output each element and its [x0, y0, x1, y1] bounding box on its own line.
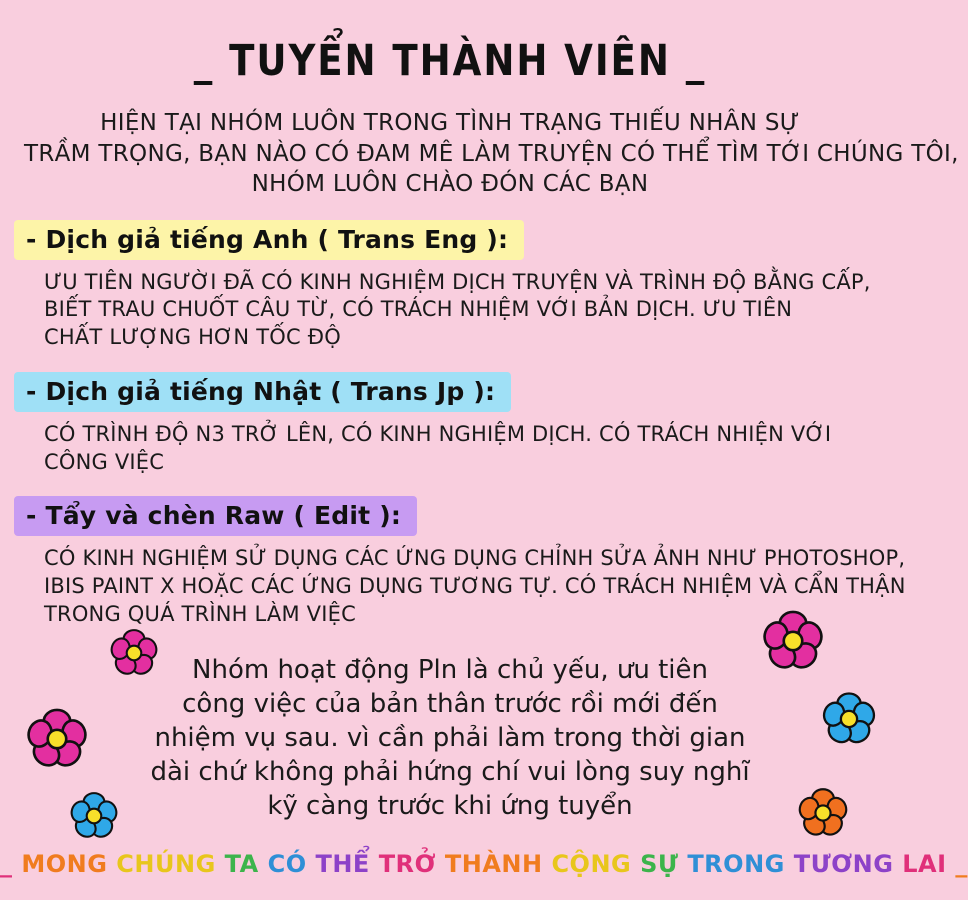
section-trans-eng [0, 220, 900, 352]
note-line: nhiệm vụ sau. vì cần phải làm trong thời gian [154, 723, 746, 754]
closing-note [0, 654, 900, 823]
flower-icon [820, 690, 878, 748]
banner-space [947, 850, 956, 878]
section-heading-trans-eng: - Dịch giả tiếng Anh ( Trans Eng ): [14, 220, 524, 260]
note-line: công việc của bản thân trước rồi mới đến [182, 689, 718, 720]
section-body-line: CÓ TRÌNH ĐỘ N3 TRỞ LÊN, CÓ KINH NGHIỆM DỊCH. CÓ TRÁCH NHIỆN VỚI [44, 421, 832, 446]
page-title: _ TUYỂN THÀNH VIÊN _ [193, 36, 707, 86]
note-line: Nhóm hoạt động Pln là chủ yếu, ưu tiên [192, 655, 708, 686]
banner-word: CÓ [267, 850, 307, 878]
section-body-line: ƯU TIÊN NGƯỜI ĐÃ CÓ KINH NGHIỆM DỊCH TRUYỆN VÀ TRÌNH ĐỘ BẰNG CẤP, [44, 269, 871, 294]
section-heading-trans-jp: - Dịch giả tiếng Nhật ( Trans Jp ): [14, 372, 511, 412]
banner-space [543, 850, 552, 878]
banner-space [785, 850, 794, 878]
intro-line-3: NHÓM LUÔN CHÀO ĐÓN CÁC BẠN [251, 171, 649, 198]
banner-space [370, 850, 379, 878]
banner-space [307, 850, 316, 878]
intro-line-1: HIỆN TẠI NHÓM LUÔN TRONG TÌNH TRẠNG THIẾU NHÂN SỰ [100, 110, 800, 136]
banner-space [259, 850, 268, 878]
section-heading-edit: - Tẩy và chèn Raw ( Edit ): [14, 496, 417, 536]
banner-word: CHÚNG [116, 850, 216, 878]
section-body-trans-eng [14, 269, 886, 352]
banner-space [436, 850, 445, 878]
section-body-line: IBIS PAINT X HOẶC CÁC ỨNG DỤNG TƯƠNG TỰ. CÓ TRÁCH NHIỆM VÀ CẨN THẬN [44, 574, 906, 599]
section-body-line: CÔNG VIỆC [44, 449, 165, 474]
banner-space [631, 850, 640, 878]
banner-word: THỂ [315, 850, 370, 878]
banner-space [893, 850, 902, 878]
banner-word: TRONG [687, 850, 785, 878]
banner-word: TƯƠNG [793, 850, 894, 878]
intro-line-2: TRẦM TRỌNG, BẠN NÀO CÓ ĐAM MÊ LÀM TRUYỆN CÓ THỂ TÌM TỚI CHÚNG TÔI, [24, 140, 959, 167]
flower-icon [796, 786, 850, 840]
flower-icon [24, 706, 90, 772]
section-body-line: CHẤT LƯỢNG HƠN TỐC ĐỘ [44, 325, 341, 350]
banner-space [216, 850, 225, 878]
flower-icon [68, 790, 120, 842]
section-trans-jp [0, 372, 900, 476]
banner-word: TA [224, 850, 259, 878]
section-body-edit [14, 545, 906, 628]
banner-word: MONG [21, 850, 108, 878]
banner-word: LAI [902, 850, 947, 878]
note-line: kỹ càng trước khi ứng tuyển [267, 790, 633, 821]
section-body-trans-jp [14, 421, 886, 476]
banner-word: THÀNH [444, 850, 543, 878]
section-body-line: CÓ KINH NGHIỆM SỬ DỤNG CÁC ỨNG DỤNG CHỈNH SỬA ẢNH NHƯ PHOTOSHOP, [44, 546, 906, 571]
banner-word: TRỞ [378, 850, 437, 878]
banner-space [13, 850, 22, 878]
flower-icon [108, 627, 160, 679]
banner-word: _ [0, 850, 13, 878]
intro-paragraph [0, 108, 959, 200]
banner-word: SỰ [640, 850, 679, 878]
banner-space [107, 850, 116, 878]
section-body-line: TRONG QUÁ TRÌNH LÀM VIỆC [44, 601, 356, 626]
flower-icon [760, 608, 826, 674]
banner-word: CỘNG [551, 850, 632, 878]
rainbow-banner [0, 850, 968, 878]
banner-space [678, 850, 687, 878]
note-line: dài chứ không phải hứng chí vui lòng suy nghĩ [150, 756, 750, 787]
section-body-line: BIẾT TRAU CHUỐT CÂU TỪ, CÓ TRÁCH NHIỆM VỚI BẢN DỊCH. ƯU TIÊN [44, 297, 793, 322]
banner-word: _ [955, 850, 968, 878]
